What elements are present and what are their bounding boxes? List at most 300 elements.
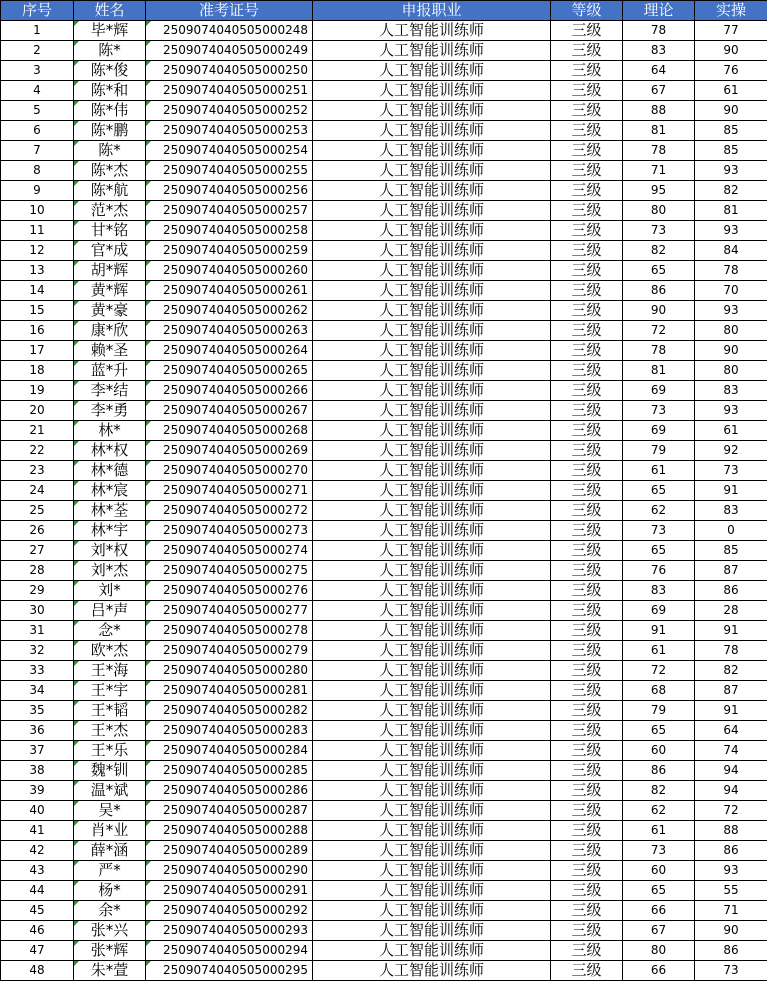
cell-ticket: 2509074040505000275: [146, 561, 313, 581]
cell-name: 陈*杰: [74, 161, 146, 181]
cell-ticket: 2509074040505000276: [146, 581, 313, 601]
cell-theory: 91: [623, 621, 695, 641]
cell-occupation: 人工智能训练师: [313, 221, 551, 241]
cell-name: 黄*豪: [74, 301, 146, 321]
cell-grade: 三级: [551, 121, 623, 141]
table-row: [1, 861, 767, 881]
cell-ticket: 2509074040505000289: [146, 841, 313, 861]
cell-no: 41: [1, 821, 74, 841]
cell-occupation: 人工智能训练师: [313, 361, 551, 381]
cell-no: 40: [1, 801, 74, 821]
cell-occupation: 人工智能训练师: [313, 201, 551, 221]
cell-grade: 三级: [551, 741, 623, 761]
cell-theory: 73: [623, 221, 695, 241]
cell-practice: 86: [695, 581, 767, 601]
cell-occupation: 人工智能训练师: [313, 141, 551, 161]
cell-name: 陈*航: [74, 181, 146, 201]
cell-practice: 93: [695, 301, 767, 321]
cell-name: 欧*杰: [74, 641, 146, 661]
table-row: [1, 721, 767, 741]
cell-practice: 61: [695, 81, 767, 101]
cell-occupation: 人工智能训练师: [313, 761, 551, 781]
cell-theory: 67: [623, 921, 695, 941]
table-row: [1, 781, 767, 801]
cell-practice: 83: [695, 501, 767, 521]
cell-ticket: 2509074040505000288: [146, 821, 313, 841]
cell-ticket: 2509074040505000285: [146, 761, 313, 781]
cell-theory: 65: [623, 721, 695, 741]
cell-practice: 78: [695, 641, 767, 661]
cell-practice: 85: [695, 141, 767, 161]
cell-no: 14: [1, 281, 74, 301]
table-row: [1, 601, 767, 621]
header-name: 姓名: [74, 1, 146, 21]
cell-grade: 三级: [551, 821, 623, 841]
cell-grade: 三级: [551, 681, 623, 701]
cell-occupation: 人工智能训练师: [313, 621, 551, 641]
cell-name: 胡*辉: [74, 261, 146, 281]
cell-ticket: 2509074040505000263: [146, 321, 313, 341]
cell-theory: 95: [623, 181, 695, 201]
cell-no: 28: [1, 561, 74, 581]
cell-theory: 71: [623, 161, 695, 181]
cell-occupation: 人工智能训练师: [313, 661, 551, 681]
cell-occupation: 人工智能训练师: [313, 581, 551, 601]
cell-practice: 90: [695, 921, 767, 941]
cell-name: 陈*鹏: [74, 121, 146, 141]
cell-ticket: 2509074040505000290: [146, 861, 313, 881]
cell-grade: 三级: [551, 901, 623, 921]
cell-ticket: 2509074040505000261: [146, 281, 313, 301]
cell-ticket: 2509074040505000292: [146, 901, 313, 921]
cell-practice: 87: [695, 561, 767, 581]
cell-no: 20: [1, 401, 74, 421]
cell-no: 8: [1, 161, 74, 181]
cell-occupation: 人工智能训练师: [313, 181, 551, 201]
cell-occupation: 人工智能训练师: [313, 281, 551, 301]
cell-theory: 62: [623, 801, 695, 821]
cell-name: 毕*辉: [74, 21, 146, 41]
table-row: [1, 881, 767, 901]
cell-theory: 88: [623, 101, 695, 121]
cell-name: 余*: [74, 901, 146, 921]
cell-ticket: 2509074040505000282: [146, 701, 313, 721]
cell-no: 7: [1, 141, 74, 161]
cell-occupation: 人工智能训练师: [313, 821, 551, 841]
cell-theory: 81: [623, 121, 695, 141]
cell-practice: 92: [695, 441, 767, 461]
cell-practice: 80: [695, 321, 767, 341]
cell-occupation: 人工智能训练师: [313, 421, 551, 441]
cell-occupation: 人工智能训练师: [313, 841, 551, 861]
cell-ticket: 2509074040505000254: [146, 141, 313, 161]
table-row: [1, 561, 767, 581]
cell-grade: 三级: [551, 301, 623, 321]
cell-practice: 91: [695, 481, 767, 501]
cell-no: 1: [1, 21, 74, 41]
cell-no: 48: [1, 961, 74, 981]
cell-ticket: 2509074040505000262: [146, 301, 313, 321]
table-row: [1, 341, 767, 361]
cell-name: 吕*声: [74, 601, 146, 621]
table-row: [1, 761, 767, 781]
cell-theory: 65: [623, 541, 695, 561]
cell-name: 林*权: [74, 441, 146, 461]
cell-theory: 83: [623, 41, 695, 61]
cell-ticket: 2509074040505000264: [146, 341, 313, 361]
table-row: [1, 701, 767, 721]
table-row: [1, 381, 767, 401]
cell-name: 刘*: [74, 581, 146, 601]
cell-no: 46: [1, 921, 74, 941]
cell-grade: 三级: [551, 41, 623, 61]
header-ticket: 准考证号: [146, 1, 313, 21]
cell-grade: 三级: [551, 601, 623, 621]
cell-no: 16: [1, 321, 74, 341]
cell-occupation: 人工智能训练师: [313, 381, 551, 401]
cell-theory: 80: [623, 941, 695, 961]
cell-no: 39: [1, 781, 74, 801]
cell-no: 29: [1, 581, 74, 601]
cell-occupation: 人工智能训练师: [313, 881, 551, 901]
header-no: 序号: [1, 1, 74, 21]
cell-no: 25: [1, 501, 74, 521]
cell-ticket: 2509074040505000281: [146, 681, 313, 701]
cell-grade: 三级: [551, 381, 623, 401]
cell-grade: 三级: [551, 661, 623, 681]
cell-ticket: 2509074040505000256: [146, 181, 313, 201]
cell-ticket: 2509074040505000258: [146, 221, 313, 241]
cell-name: 范*杰: [74, 201, 146, 221]
cell-occupation: 人工智能训练师: [313, 781, 551, 801]
table-row: [1, 301, 767, 321]
cell-occupation: 人工智能训练师: [313, 121, 551, 141]
cell-practice: 85: [695, 541, 767, 561]
cell-ticket: 2509074040505000295: [146, 961, 313, 981]
cell-theory: 61: [623, 461, 695, 481]
cell-practice: 94: [695, 781, 767, 801]
table-row: [1, 661, 767, 681]
cell-practice: 94: [695, 761, 767, 781]
table-row: [1, 841, 767, 861]
cell-ticket: 2509074040505000293: [146, 921, 313, 941]
cell-name: 陈*俊: [74, 61, 146, 81]
cell-ticket: 2509074040505000272: [146, 501, 313, 521]
cell-practice: 55: [695, 881, 767, 901]
cell-practice: 72: [695, 801, 767, 821]
cell-theory: 66: [623, 961, 695, 981]
cell-occupation: 人工智能训练师: [313, 101, 551, 121]
cell-name: 王*海: [74, 661, 146, 681]
cell-ticket: 2509074040505000269: [146, 441, 313, 461]
cell-name: 严*: [74, 861, 146, 881]
table-row: [1, 941, 767, 961]
cell-grade: 三级: [551, 521, 623, 541]
cell-practice: 71: [695, 901, 767, 921]
cell-no: 26: [1, 521, 74, 541]
cell-name: 黄*辉: [74, 281, 146, 301]
cell-theory: 73: [623, 521, 695, 541]
cell-practice: 73: [695, 961, 767, 981]
cell-no: 9: [1, 181, 74, 201]
table-row: [1, 681, 767, 701]
table-row: [1, 641, 767, 661]
cell-theory: 82: [623, 241, 695, 261]
table-row: [1, 961, 767, 981]
cell-name: 赖*圣: [74, 341, 146, 361]
cell-grade: 三级: [551, 221, 623, 241]
cell-ticket: 2509074040505000252: [146, 101, 313, 121]
cell-practice: 91: [695, 701, 767, 721]
cell-no: 30: [1, 601, 74, 621]
cell-ticket: 2509074040505000267: [146, 401, 313, 421]
cell-practice: 93: [695, 861, 767, 881]
cell-grade: 三级: [551, 501, 623, 521]
table-row: [1, 461, 767, 481]
cell-theory: 69: [623, 421, 695, 441]
cell-ticket: 2509074040505000250: [146, 61, 313, 81]
cell-practice: 82: [695, 661, 767, 681]
header-theory: 理论: [623, 1, 695, 21]
cell-ticket: 2509074040505000249: [146, 41, 313, 61]
table-row: [1, 901, 767, 921]
cell-ticket: 2509074040505000273: [146, 521, 313, 541]
cell-name: 陈*伟: [74, 101, 146, 121]
table-row: [1, 121, 767, 141]
cell-occupation: 人工智能训练师: [313, 861, 551, 881]
cell-name: 陈*: [74, 141, 146, 161]
cell-name: 张*兴: [74, 921, 146, 941]
cell-ticket: 2509074040505000279: [146, 641, 313, 661]
table-row: [1, 201, 767, 221]
cell-name: 杨*: [74, 881, 146, 901]
cell-grade: 三级: [551, 81, 623, 101]
cell-occupation: 人工智能训练师: [313, 241, 551, 261]
cell-grade: 三级: [551, 581, 623, 601]
cell-theory: 69: [623, 381, 695, 401]
header-row: [1, 1, 767, 21]
cell-ticket: 2509074040505000287: [146, 801, 313, 821]
cell-theory: 86: [623, 281, 695, 301]
table-row: [1, 521, 767, 541]
table-header: [1, 1, 767, 21]
cell-name: 张*辉: [74, 941, 146, 961]
cell-theory: 61: [623, 821, 695, 841]
cell-grade: 三级: [551, 261, 623, 281]
cell-theory: 67: [623, 81, 695, 101]
cell-occupation: 人工智能训练师: [313, 481, 551, 501]
cell-no: 10: [1, 201, 74, 221]
cell-occupation: 人工智能训练师: [313, 461, 551, 481]
table-row: [1, 581, 767, 601]
cell-no: 42: [1, 841, 74, 861]
cell-name: 王*乐: [74, 741, 146, 761]
cell-grade: 三级: [551, 441, 623, 461]
cell-no: 18: [1, 361, 74, 381]
cell-practice: 73: [695, 461, 767, 481]
cell-name: 王*宇: [74, 681, 146, 701]
cell-practice: 0: [695, 521, 767, 541]
cell-name: 康*欣: [74, 321, 146, 341]
table-row: [1, 441, 767, 461]
cell-grade: 三级: [551, 941, 623, 961]
cell-ticket: 2509074040505000266: [146, 381, 313, 401]
cell-occupation: 人工智能训练师: [313, 561, 551, 581]
cell-no: 47: [1, 941, 74, 961]
cell-grade: 三级: [551, 161, 623, 181]
table-row: [1, 741, 767, 761]
cell-name: 刘*杰: [74, 561, 146, 581]
cell-occupation: 人工智能训练师: [313, 741, 551, 761]
cell-no: 45: [1, 901, 74, 921]
cell-occupation: 人工智能训练师: [313, 341, 551, 361]
cell-no: 13: [1, 261, 74, 281]
cell-practice: 85: [695, 121, 767, 141]
cell-practice: 61: [695, 421, 767, 441]
table-row: [1, 101, 767, 121]
cell-occupation: 人工智能训练师: [313, 961, 551, 981]
cell-occupation: 人工智能训练师: [313, 41, 551, 61]
cell-occupation: 人工智能训练师: [313, 161, 551, 181]
cell-theory: 65: [623, 481, 695, 501]
table-row: [1, 801, 767, 821]
cell-ticket: 2509074040505000291: [146, 881, 313, 901]
cell-ticket: 2509074040505000248: [146, 21, 313, 41]
cell-ticket: 2509074040505000265: [146, 361, 313, 381]
cell-occupation: 人工智能训练师: [313, 21, 551, 41]
cell-no: 17: [1, 341, 74, 361]
cell-grade: 三级: [551, 621, 623, 641]
cell-name: 李*结: [74, 381, 146, 401]
table-row: [1, 621, 767, 641]
cell-no: 34: [1, 681, 74, 701]
cell-no: 6: [1, 121, 74, 141]
cell-grade: 三级: [551, 781, 623, 801]
cell-name: 林*德: [74, 461, 146, 481]
table-row: [1, 261, 767, 281]
cell-practice: 93: [695, 161, 767, 181]
cell-grade: 三级: [551, 141, 623, 161]
cell-theory: 80: [623, 201, 695, 221]
cell-occupation: 人工智能训练师: [313, 261, 551, 281]
cell-practice: 76: [695, 61, 767, 81]
cell-theory: 78: [623, 341, 695, 361]
cell-grade: 三级: [551, 201, 623, 221]
cell-theory: 78: [623, 141, 695, 161]
cell-theory: 68: [623, 681, 695, 701]
cell-no: 3: [1, 61, 74, 81]
cell-grade: 三级: [551, 701, 623, 721]
cell-name: 陈*和: [74, 81, 146, 101]
cell-grade: 三级: [551, 421, 623, 441]
cell-practice: 77: [695, 21, 767, 41]
cell-ticket: 2509074040505000270: [146, 461, 313, 481]
cell-grade: 三级: [551, 801, 623, 821]
cell-no: 11: [1, 221, 74, 241]
table-row: [1, 61, 767, 81]
cell-grade: 三级: [551, 881, 623, 901]
cell-ticket: 2509074040505000280: [146, 661, 313, 681]
cell-theory: 69: [623, 601, 695, 621]
cell-no: 38: [1, 761, 74, 781]
table-row: [1, 21, 767, 41]
cell-no: 36: [1, 721, 74, 741]
cell-theory: 65: [623, 261, 695, 281]
header-occupation: 申报职业: [313, 1, 551, 21]
table-row: [1, 281, 767, 301]
cell-practice: 80: [695, 361, 767, 381]
cell-theory: 73: [623, 401, 695, 421]
cell-theory: 90: [623, 301, 695, 321]
cell-name: 蓝*升: [74, 361, 146, 381]
cell-theory: 61: [623, 641, 695, 661]
cell-occupation: 人工智能训练师: [313, 941, 551, 961]
cell-theory: 79: [623, 701, 695, 721]
table-row: [1, 821, 767, 841]
cell-grade: 三级: [551, 921, 623, 941]
cell-practice: 74: [695, 741, 767, 761]
cell-no: 5: [1, 101, 74, 121]
cell-theory: 82: [623, 781, 695, 801]
cell-theory: 79: [623, 441, 695, 461]
cell-occupation: 人工智能训练师: [313, 61, 551, 81]
cell-no: 27: [1, 541, 74, 561]
cell-practice: 81: [695, 201, 767, 221]
cell-grade: 三级: [551, 841, 623, 861]
table-row: [1, 401, 767, 421]
cell-no: 15: [1, 301, 74, 321]
cell-theory: 78: [623, 21, 695, 41]
cell-ticket: 2509074040505000259: [146, 241, 313, 261]
cell-theory: 76: [623, 561, 695, 581]
cell-occupation: 人工智能训练师: [313, 401, 551, 421]
cell-name: 魏*钏: [74, 761, 146, 781]
cell-no: 2: [1, 41, 74, 61]
cell-grade: 三级: [551, 541, 623, 561]
cell-grade: 三级: [551, 861, 623, 881]
cell-grade: 三级: [551, 281, 623, 301]
cell-occupation: 人工智能训练师: [313, 921, 551, 941]
cell-grade: 三级: [551, 401, 623, 421]
cell-name: 林*: [74, 421, 146, 441]
cell-no: 23: [1, 461, 74, 481]
table-row: [1, 41, 767, 61]
cell-ticket: 2509074040505000294: [146, 941, 313, 961]
cell-grade: 三级: [551, 761, 623, 781]
cell-name: 吴*: [74, 801, 146, 821]
cell-theory: 81: [623, 361, 695, 381]
cell-theory: 86: [623, 761, 695, 781]
cell-grade: 三级: [551, 561, 623, 581]
cell-practice: 87: [695, 681, 767, 701]
cell-name: 林*荃: [74, 501, 146, 521]
cell-name: 王*杰: [74, 721, 146, 741]
cell-ticket: 2509074040505000260: [146, 261, 313, 281]
cell-name: 刘*权: [74, 541, 146, 561]
cell-name: 李*勇: [74, 401, 146, 421]
cell-no: 43: [1, 861, 74, 881]
cell-practice: 90: [695, 101, 767, 121]
cell-grade: 三级: [551, 101, 623, 121]
cell-occupation: 人工智能训练师: [313, 321, 551, 341]
cell-name: 林*宇: [74, 521, 146, 541]
cell-no: 12: [1, 241, 74, 261]
cell-grade: 三级: [551, 961, 623, 981]
cell-no: 37: [1, 741, 74, 761]
cell-occupation: 人工智能训练师: [313, 681, 551, 701]
table-row: [1, 501, 767, 521]
table-row: [1, 321, 767, 341]
